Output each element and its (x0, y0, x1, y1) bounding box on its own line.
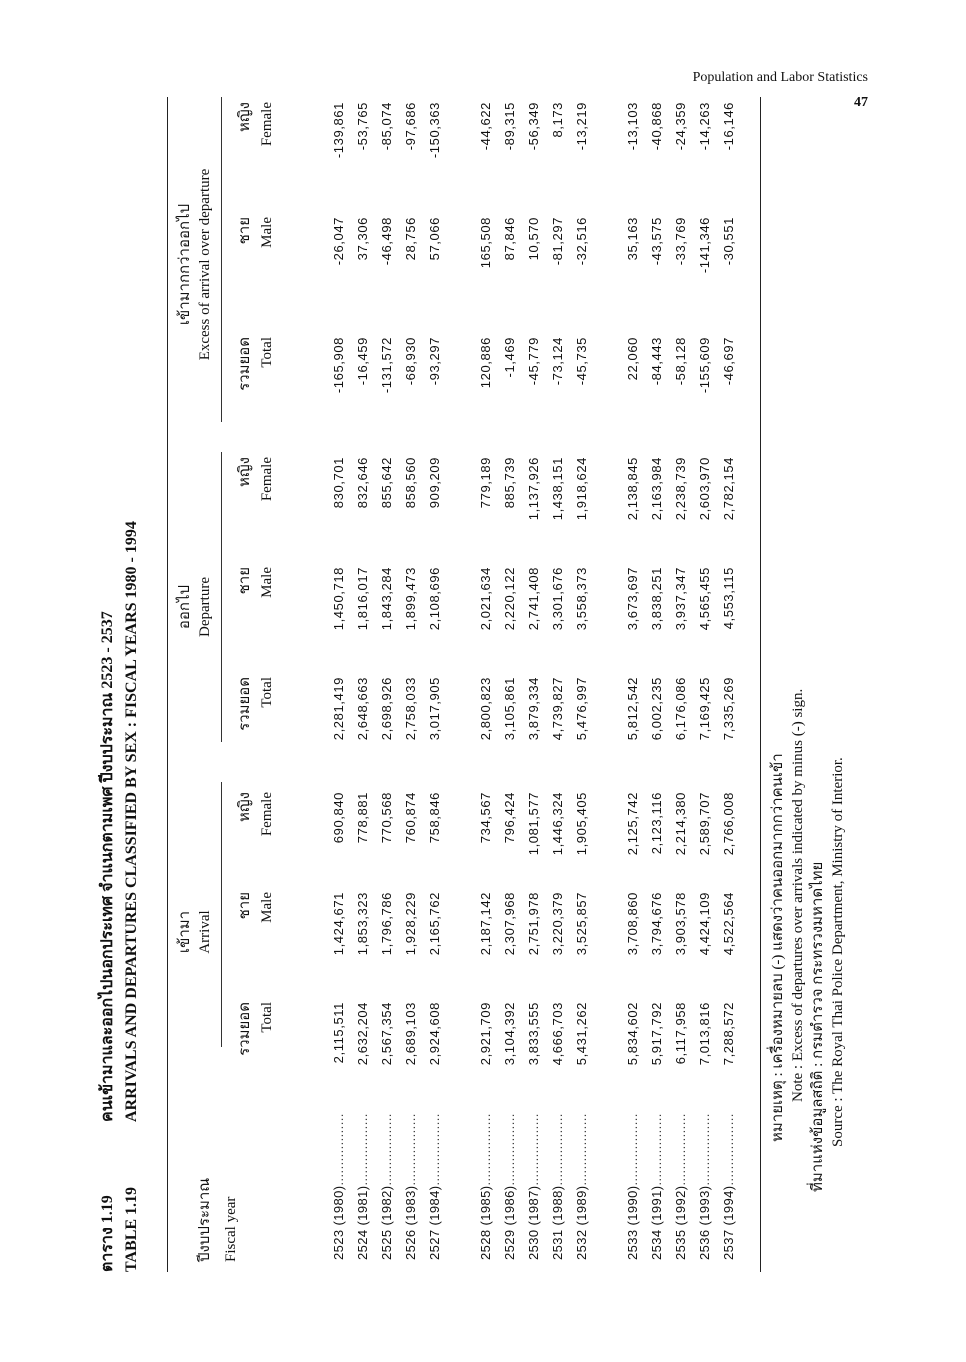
table-cell: 2,689,103 (403, 1002, 418, 1066)
col-header-thai: หญิง (237, 457, 253, 487)
fiscal-year-header-thai: ปีงบประมาณ (197, 1177, 213, 1262)
table-cell: -45,779 (526, 337, 541, 386)
table-cell: 1,899,473 (403, 567, 418, 631)
table-cell: 6,117,958 (673, 1002, 688, 1065)
table-cell: -33,769 (673, 217, 688, 266)
title-text-thai: คนเข้ามาและออกไปนอกประเทศ จำแนกตามเพศ ปีงบประมาณ 2523 - 2537 (99, 611, 116, 1122)
table-cell: 6,176,086 (673, 677, 688, 741)
table-cell: -150,363 (427, 102, 442, 159)
table-cell: 1,796,786 (379, 892, 394, 956)
table-cell: 832,646 (355, 457, 370, 509)
table-cell: 35,163 (625, 217, 640, 261)
note-english: Note : Excess of departures over arrivals indicated by minus (-) sign. (790, 688, 806, 1102)
table-cell: 885,739 (502, 457, 517, 509)
group-header-departure (175, 452, 215, 762)
table-cell: 4,553,115 (721, 567, 736, 630)
leader-dots: .................. (697, 1113, 712, 1186)
row-year-cell (423, 1095, 447, 1260)
fiscal-year-label: 2527 (1984) (427, 1185, 442, 1260)
table-cell: -85,074 (379, 102, 394, 151)
row-year-cell (645, 1095, 669, 1260)
leader-dots: .................. (721, 1113, 736, 1186)
fiscal-year-label: 2530 (1987) (526, 1185, 541, 1260)
leader-dots: .................. (403, 1113, 418, 1186)
fiscal-year-label: 2526 (1983) (403, 1185, 418, 1260)
table-cell: 1,450,718 (331, 567, 346, 631)
table-cell: 7,169,425 (697, 677, 712, 741)
table-cell: 3,838,251 (649, 567, 664, 631)
table-cell: 1,843,284 (379, 567, 394, 631)
table-cell: 3,558,373 (574, 567, 589, 631)
table-cell: 3,673,697 (625, 567, 640, 631)
col-header-english: Total (259, 337, 275, 368)
table-cell: -46,697 (721, 337, 736, 386)
table-cell: 5,834,602 (625, 1002, 640, 1066)
table-cell: 120,886 (478, 337, 493, 389)
table-cell: 4,522,564 (721, 892, 736, 956)
table-cell: -131,572 (379, 337, 394, 394)
table-cell: 2,921,709 (478, 1002, 493, 1066)
table-cell: 5,431,262 (574, 1002, 589, 1066)
table-cell: 3,301,676 (550, 567, 565, 631)
leader-dots: .................. (478, 1113, 493, 1186)
row-year-cell (375, 1095, 399, 1260)
table-cell: -58,128 (673, 337, 688, 386)
table-cell: 796,424 (502, 792, 517, 844)
departure-underline (221, 452, 222, 742)
row-year-cell (693, 1095, 717, 1260)
departure-label-thai: ออกไป (177, 584, 193, 630)
table-cell: 2,758,033 (403, 677, 418, 741)
table-cell: -84,443 (649, 337, 664, 386)
table-cell: 1,928,229 (403, 892, 418, 956)
row-year-cell (327, 1095, 351, 1260)
table-cell: 1,081,577 (526, 792, 541, 856)
table-cell: 2,741,408 (526, 567, 541, 631)
table-cell: 2,163,984 (649, 457, 664, 521)
col-header-thai: ชาย (237, 217, 253, 245)
table-cell: -97,686 (403, 102, 418, 151)
table-cell: 28,756 (403, 217, 418, 261)
excess-underline (221, 97, 222, 422)
table-cell: 2,125,742 (625, 792, 640, 856)
leader-dots: .................. (379, 1113, 394, 1186)
arrival-label-english: Arrival (197, 910, 213, 954)
table-cell: 734,567 (478, 792, 493, 844)
table-cell: 3,833,555 (526, 1002, 541, 1066)
table-cell: 22,060 (625, 337, 640, 381)
table-cell: 1,438,151 (550, 457, 565, 521)
arrival-underline (221, 782, 222, 1047)
table-title-english (123, 521, 141, 1272)
table-cell: -16,459 (355, 337, 370, 386)
table-cell: 1,816,017 (355, 567, 370, 631)
col-header-thai: รวมยอด (237, 337, 253, 391)
table-cell: -40,868 (649, 102, 664, 151)
excess-label-english: Excess of arrival over departure (197, 168, 213, 361)
fiscal-year-header-english: Fiscal year (223, 1196, 239, 1262)
table-cell: 1,905,405 (574, 792, 589, 856)
col-header-thai: หญิง (237, 792, 253, 822)
table-cell: -139,861 (331, 102, 346, 159)
table-cell: 2,187,142 (478, 892, 493, 956)
table-cell: 2,924,608 (427, 1002, 442, 1066)
table-number-english: TABLE 1.19 (123, 1186, 140, 1272)
table-cell: 10,570 (526, 217, 541, 261)
col-header-english: Female (259, 457, 275, 502)
col-header-thai: ชาย (237, 892, 253, 920)
leader-dots: .................. (625, 1113, 640, 1186)
leader-dots: .................. (574, 1113, 589, 1186)
leader-dots: .................. (355, 1113, 370, 1186)
row-year-cell (621, 1095, 645, 1260)
col-header-english: Male (259, 892, 275, 923)
group-header-excess (175, 97, 215, 432)
table-cell: 4,424,109 (697, 892, 712, 956)
table-cell: -24,359 (673, 102, 688, 151)
table-cell: 1,424,671 (331, 892, 346, 956)
table-cell: 3,794,676 (649, 892, 664, 956)
rotated-table-page (95, 97, 846, 1272)
row-year-cell (669, 1095, 693, 1260)
table-cell: -44,622 (478, 102, 493, 151)
table-cell: 1,446,324 (550, 792, 565, 856)
row-year-cell (351, 1095, 375, 1260)
table-cell: -1,469 (502, 337, 517, 378)
col-header-thai: รวมยอด (237, 677, 253, 731)
table-cell: 2,782,154 (721, 457, 736, 521)
table-cell: 3,104,392 (502, 1002, 517, 1066)
table-cell: 3,879,334 (526, 677, 541, 741)
col-header-thai: ชาย (237, 567, 253, 595)
fiscal-year-label: 2537 (1994) (721, 1185, 736, 1260)
fiscal-year-label: 2533 (1990) (625, 1185, 640, 1260)
table-cell: 2,751,978 (526, 892, 541, 956)
table-cell: 7,335,269 (721, 677, 736, 741)
table-cell: 3,525,857 (574, 892, 589, 956)
table-cell: 3,937,347 (673, 567, 688, 631)
table-cell: 2,165,762 (427, 892, 442, 956)
leader-dots: .................. (526, 1113, 541, 1186)
table-cell: -14,263 (697, 102, 712, 151)
table-cell: -165,908 (331, 337, 346, 394)
fiscal-year-label: 2523 (1980) (331, 1185, 346, 1260)
table-cell: -81,297 (550, 217, 565, 266)
source-thai: ที่มาแห่งข้อมูลสถิติ : กรมตำรวจ กระทรวงมหาดไทย (810, 861, 826, 1192)
table-cell: 165,508 (478, 217, 493, 269)
table-cell: 3,708,860 (625, 892, 640, 956)
table-cell: 2,648,663 (355, 677, 370, 741)
table-cell: 2,138,845 (625, 457, 640, 521)
col-header-thai: รวมยอด (237, 1002, 253, 1056)
fiscal-year-label: 2536 (1993) (697, 1185, 712, 1260)
table-cell: 778,881 (355, 792, 370, 844)
table-cell: 3,105,861 (502, 677, 517, 741)
table-cell: -26,047 (331, 217, 346, 266)
table-cell: 2,123,116 (649, 792, 664, 855)
table-cell: 2,307,968 (502, 892, 517, 956)
table-cell: 3,903,578 (673, 892, 688, 956)
table-cell: 2,632,204 (355, 1002, 370, 1066)
table-cell: 4,565,455 (697, 567, 712, 631)
table-cell: 2,589,707 (697, 792, 712, 856)
table-cell: -155,609 (697, 337, 712, 394)
table-cell: 830,701 (331, 457, 346, 509)
table-cell: -32,516 (574, 217, 589, 266)
table-cell: -68,930 (403, 337, 418, 386)
table-cell: 2,115,511 (331, 1002, 346, 1064)
leader-dots: .................. (331, 1113, 346, 1186)
col-header-english: Female (259, 102, 275, 147)
fiscal-year-label: 2534 (1991) (649, 1185, 664, 1260)
table-cell: 2,281,419 (331, 677, 346, 741)
table-cell: 855,642 (379, 457, 394, 509)
table-cell: -53,765 (355, 102, 370, 151)
table-cell: 858,560 (403, 457, 418, 509)
table-cell: -13,219 (574, 102, 589, 151)
table-cell: 2,800,823 (478, 677, 493, 741)
fiscal-year-label: 2532 (1989) (574, 1185, 589, 1260)
table-cell: 87,846 (502, 217, 517, 261)
table-bottom-rule (760, 97, 761, 1272)
table-cell: -43,575 (649, 217, 664, 266)
table-cell: 1,137,926 (526, 457, 541, 521)
row-year-cell (399, 1095, 423, 1260)
table-cell: 2,238,739 (673, 457, 688, 521)
row-year-cell (498, 1095, 522, 1260)
table-cell: 3,220,379 (550, 892, 565, 956)
table-cell: 2,108,696 (427, 567, 442, 631)
table-cell: 5,476,997 (574, 677, 589, 741)
page-number: 47 (854, 95, 868, 110)
table-cell: 2,698,926 (379, 677, 394, 741)
row-year-cell (474, 1095, 498, 1260)
fiscal-year-label: 2535 (1992) (673, 1185, 688, 1260)
table-cell: 8,173 (550, 102, 565, 138)
row-year-cell (522, 1095, 546, 1260)
table-cell: 5,812,542 (625, 677, 640, 741)
departure-label-english: Departure (197, 577, 213, 637)
table-cell: 2,214,380 (673, 792, 688, 856)
excess-label-thai: เข้ามากกว่าออกไป (177, 203, 193, 326)
table-cell: 690,840 (331, 792, 346, 844)
table-cell: 57,066 (427, 217, 442, 261)
arrival-label-thai: เข้ามา (177, 910, 193, 954)
note-thai: หมายเหตุ : เครื่องหมายลบ (-) แสดงว่าคนออกมากกว่าคนเข้า (770, 753, 786, 1142)
table-cell: 909,209 (427, 457, 442, 509)
row-year-cell (717, 1095, 741, 1260)
table-cell: -141,346 (697, 217, 712, 274)
table-cell: 2,021,634 (478, 567, 493, 631)
table-cell: 3,017,905 (427, 677, 442, 741)
col-header-english: Total (259, 677, 275, 708)
table-cell: 2,220,122 (502, 567, 517, 631)
col-header-english: Total (259, 1002, 275, 1033)
table-cell: -93,297 (427, 337, 442, 386)
row-year-cell (570, 1095, 594, 1260)
running-header-section: Population and Labor Statistics (692, 70, 868, 85)
table-cell: 2,567,354 (379, 1002, 394, 1066)
table-cell: -46,498 (379, 217, 394, 266)
table-top-rule (167, 97, 168, 1272)
table-cell: 2,766,008 (721, 792, 736, 856)
table-cell: 7,013,816 (697, 1002, 712, 1066)
table-cell: -89,315 (502, 102, 517, 151)
table-cell: 2,603,970 (697, 457, 712, 521)
table-cell: -45,735 (574, 337, 589, 386)
source-english: Source : The Royal Thai Police Department, Ministry of Interior. (830, 757, 846, 1147)
fiscal-year-label: 2529 (1986) (502, 1185, 517, 1260)
col-header-english: Female (259, 792, 275, 837)
table-cell: 1,853,323 (355, 892, 370, 956)
fiscal-year-label: 2528 (1985) (478, 1185, 493, 1260)
table-cell: 37,306 (355, 217, 370, 261)
table-cell: 1,918,624 (574, 457, 589, 521)
leader-dots: .................. (427, 1113, 442, 1186)
leader-dots: .................. (550, 1113, 565, 1186)
table-cell: 4,666,703 (550, 1002, 565, 1066)
fiscal-year-label: 2524 (1981) (355, 1185, 370, 1260)
table-cell: 770,568 (379, 792, 394, 844)
leader-dots: .................. (673, 1113, 688, 1186)
table-cell: 7,288,572 (721, 1002, 736, 1066)
table-cell: -16,146 (721, 102, 736, 151)
col-header-english: Male (259, 567, 275, 598)
group-header-arrival (175, 782, 215, 1082)
row-year-cell (546, 1095, 570, 1260)
col-header-thai: หญิง (237, 102, 253, 132)
table-cell: 5,917,792 (649, 1002, 664, 1066)
fiscal-year-label: 2531 (1988) (550, 1185, 565, 1260)
table-cell: 760,874 (403, 792, 418, 844)
table-cell: -30,551 (721, 217, 736, 266)
table-cell: -13,103 (625, 102, 640, 151)
table-cell: 758,846 (427, 792, 442, 844)
table-number-thai: ตาราง 1.19 (99, 1195, 116, 1272)
table-title-thai (95, 611, 120, 1272)
col-header-english: Male (259, 217, 275, 248)
leader-dots: .................. (502, 1113, 517, 1186)
leader-dots: .................. (649, 1113, 664, 1186)
fiscal-year-label: 2525 (1982) (379, 1185, 394, 1260)
table-cell: -56,349 (526, 102, 541, 151)
table-cell: -73,124 (550, 337, 565, 386)
table-cell: 4,739,827 (550, 677, 565, 741)
table-cell: 779,189 (478, 457, 493, 509)
title-text-english: ARRIVALS AND DEPARTURES CLASSIFIED BY SEX : FISCAL YEARS 1980 - 1994 (123, 521, 140, 1122)
table-cell: 6,002,235 (649, 677, 664, 741)
